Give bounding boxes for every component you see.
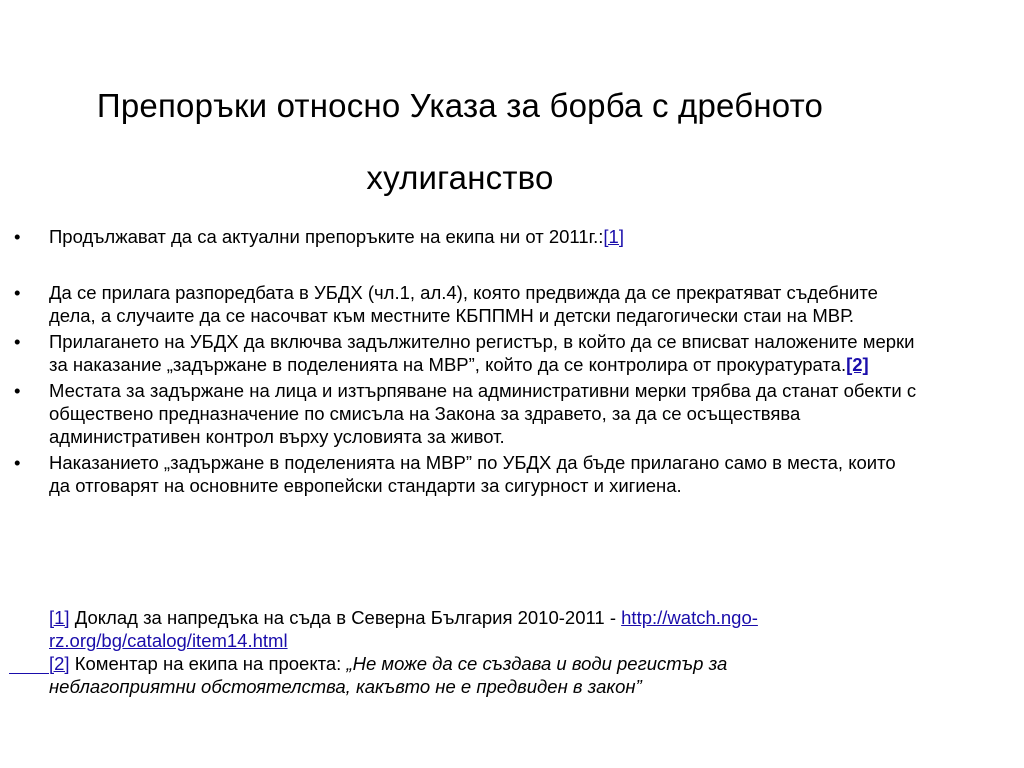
footnote-2-text: Коментар на екипа на проекта: [69,653,347,674]
bullet-icon: • [14,452,21,473]
footnote-2-quote: „Не може да се създава и води регистър за неблагоприятни обстоятелства, какъвто не е предвиден в закон” [49,653,728,697]
footnotes [49,606,879,698]
footnote-1-text: Доклад за напредъка на съда в Северна България 2010-2011 - [69,607,622,628]
list-item [0,225,919,248]
list-item-text: Прилагането на УБДХ да включва задължително регистър, в който да се вписват наложените мерки за наказание „задържане в поделенията на МВР”, който да се контролира от прокуратурата. [49,331,915,375]
slide-title [40,70,880,214]
list-item [0,281,919,327]
footnote-2 [49,652,879,698]
footnote-1-url-link[interactable]: http://watch.ngo-rz.org/bg/catalog/item14.html [49,607,758,651]
list-item [0,451,919,497]
footnote-1 [49,606,879,652]
footnote-2-anchor[interactable]: [2] [49,653,70,674]
bullet-icon: • [14,331,21,352]
slide-title-line-1: Препоръки относно Указа за борба с дребното [96,87,824,124]
list-item [0,330,919,376]
list-item-text: Продължават да са актуални препоръките на екипа ни от 2011г.: [49,226,604,247]
recommendations-list [0,225,1024,497]
list-item-text: Наказанието „задържане в поделенията на МВР” по УБДХ да бъде прилагано само в места, които да отговарят на основните европейски стандарти за сигурност и хигиена. [49,452,896,496]
slide-title-line-2: хулиганство [366,159,554,196]
footnote-2-underline [9,673,49,674]
footnote-1-anchor[interactable]: [1] [49,607,70,628]
bullet-icon: • [14,380,21,401]
list-item [0,379,919,448]
list-item-text: Местата за задържане на лица и изтърпяване на административни мерки трябва да станат обекти с обществено предназначение по смисъла на Закона за здравето, за да се осъществява административен контрол върху условията за живот. [49,380,917,447]
list-item-text: Да се прилага разпоредбата в УБДХ (чл.1, ал.4), която предвижда да се прекратяват съдебните дела, а случаите да се насочват към местните КБППМН и детски педагогически стаи на МВР. [49,282,878,326]
footnote-ref-2-link[interactable]: [2] [846,354,869,375]
bullet-icon: • [14,282,21,303]
footnote-ref-1-link[interactable]: [1] [603,226,624,247]
bullet-icon: • [14,226,21,247]
footnote-2-wrapper [49,652,879,698]
